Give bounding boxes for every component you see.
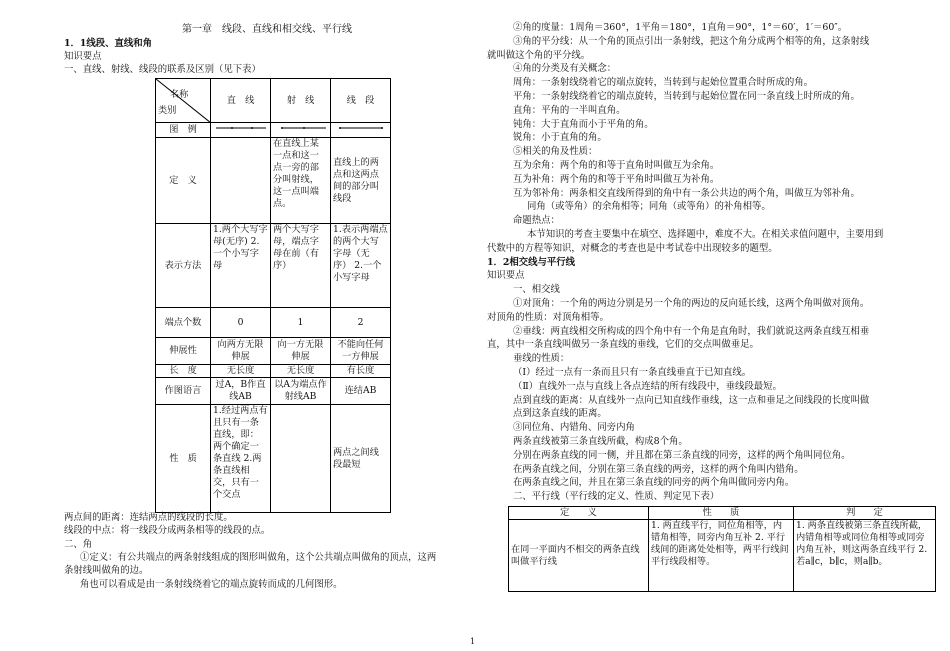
text-line: ③同位角、内错角、同旁内角 — [513, 422, 635, 434]
cell: 不能向任何一方伸展 — [331, 338, 391, 365]
text-line: 二、平行线（平行线的定义、性质、判定见下表） — [513, 491, 720, 503]
text-line: 对顶角的性质：对顶角相等。 — [487, 311, 609, 323]
judgement-cell: 1. 两条直线被第三条直线所截，内错角相等或同位角相等或同旁内角互补，则这两条直线平行 2. 若a∥c，b∥c，则a∥b。 — [794, 520, 936, 592]
header-ray: 射 线 — [271, 79, 331, 123]
corner-cell — [156, 79, 211, 123]
cell — [211, 138, 271, 224]
cell: 有长度 — [331, 365, 391, 378]
text-line: 就叫做这个角的平分线。 — [487, 49, 591, 61]
cell: 1.表示两端点的两个大写字母（无序） 2.一个小写字母 — [331, 224, 391, 308]
cell: 无长度 — [211, 365, 271, 378]
cell: 无长度 — [271, 365, 331, 378]
cell: 1 — [271, 308, 331, 338]
cell: 0 — [211, 308, 271, 338]
line-diagram — [214, 123, 268, 133]
cell: 向两方无限伸展 — [211, 338, 271, 365]
definition-cell: 在同一平面内不相交的两条直线叫做平行线 — [509, 520, 649, 592]
text-line: 代数中的方程等知识，对概念的考查也是中考试卷中出现较多的题型。 — [487, 242, 778, 254]
text-line: 互为邻补角：两条相交直线所得到的角中有一条公共边的两个角，叫做互为邻补角。 — [513, 187, 860, 199]
text-line: 两条直线被第三条直线所截，构成8个角。 — [513, 436, 688, 447]
text-line: 一、相交线 — [513, 284, 560, 296]
paragraph: 角也可以看成是由一条射线绕着它的端点旋转而成的几何图形。 — [80, 579, 343, 590]
section-1-1: 1．1线段、直线和角 — [64, 38, 153, 49]
text-line: 本节知识的考查主要集中在填空、选择题中，难度不大。在相关求值问题中，主要用到 — [527, 229, 884, 240]
chapter-title: 第一章 线段、直线和相交线、平行线 — [182, 24, 352, 35]
text-line: 钝角：大于直角而小于平角的角。 — [513, 118, 654, 130]
text-line: 命题热点： — [513, 215, 560, 227]
text-line: 直角：平角的一半叫直角。 — [513, 104, 626, 116]
paragraph: 线段的中点：将一线段分成两条相等的线段的点。 — [64, 525, 271, 536]
parallel-lines-table — [508, 506, 936, 592]
header-definition: 定 义 — [509, 507, 649, 520]
text-line: 垂线的性质： — [513, 353, 570, 365]
text-line: 1．2相交线与平行线 — [487, 256, 576, 268]
text-line: ①对顶角：一个角的两边分别是另一个角的两边的反向延长线，这两个角叫做对顶角。 — [513, 298, 870, 309]
row-label: 性 质 — [156, 405, 211, 513]
cell: 1.经过两点有且只有一条直线，即：两个确定一条直线 2.两条直线相交，只有一个交点 — [211, 405, 271, 513]
part-one-heading: 一、直线、射线、线段的联系及区别（见下表） — [64, 64, 261, 75]
cell: 连结AB — [331, 378, 391, 405]
corner-bottom: 类别 — [158, 105, 177, 116]
page-number: 1 — [470, 637, 476, 647]
line-figure — [211, 123, 271, 138]
cell: 两个大写字母，端点字母在前（有序） — [271, 224, 331, 308]
text-line: ②垂线：两直线相交所构成的四个角中有一个角是直角时，我们就说这两条直线互相垂 — [513, 325, 870, 337]
text-line: ④角的分类及有关概念： — [513, 63, 617, 75]
text-line: 互为余角：两个角的和等于直角时叫做互为余角。 — [513, 160, 720, 171]
text-line: 在两条直线之间，分别在第三条直线的两旁，这样的两个角叫内错角。 — [513, 463, 804, 475]
row-label: 伸展性 — [156, 338, 211, 365]
paragraph: 条射线叫做角的边。 — [64, 565, 149, 576]
text-line: 周角：一条射线绕着它的端点旋转，当转到与起始位置重合时所成的角。 — [513, 77, 814, 89]
segment-diagram — [334, 123, 388, 133]
row-label: 定 义 — [156, 138, 211, 224]
segment-figure — [331, 123, 391, 138]
line-ray-segment-table — [155, 78, 391, 513]
text-line: ③角的平分线：从一个角的顶点引出一条射线，把这个角分成两个相等的角，这条射线 — [513, 35, 870, 47]
text-line: 互为补角：两个角的和等于平角时叫做互为补角。 — [513, 173, 720, 185]
text-line: 直，其中一条直线叫做另一条直线的垂线，它们的交点叫做垂足。 — [487, 339, 759, 351]
text-line: ②角的度量：1周角＝360°，1平角＝180°，1直角＝90°，1°＝60′，1′＝60″。 — [513, 22, 848, 33]
text-line: 分别在两条直线的同一侧，并且都在第三条直线的同旁，这样的两个角叫同位角。 — [513, 449, 851, 461]
paragraph: 二、角 — [64, 539, 93, 550]
text-line: 锐角：小于直角的角。 — [513, 132, 607, 144]
row-label: 图 例 — [156, 123, 211, 138]
cell — [271, 405, 331, 513]
header-line: 直 线 — [211, 79, 271, 123]
paragraph: ①定义：有公共端点的两条射线组成的图形叫做角，这个公共端点叫做角的顶点，这两 — [80, 552, 437, 563]
text-line: 同角（或等角）的余角相等；同角（或等角）的补角相等。 — [527, 201, 771, 213]
cell: 以A为端点作射线AB — [271, 378, 331, 405]
text-line: （Ⅱ）直线外一点与直线上各点连结的所有线段中，垂线段最短。 — [513, 380, 782, 392]
row-label: 表示方法 — [156, 224, 211, 308]
cell: 在直线上某一点和这一点一旁的部分叫射线，这一点叫端点。 — [271, 138, 331, 224]
cell: 直线上的两点和这两点间的部分叫线段 — [331, 138, 391, 224]
text-line: 点到直线的距离：从直线外一点向已知直线作垂线，这一点和垂足之间线段的长度叫做 — [513, 394, 870, 406]
ray-diagram — [274, 123, 328, 133]
text-line: 在两条直线之间，并且在第三条直线的同旁的两个角叫做同旁内角。 — [513, 477, 795, 489]
knowledge-heading: 知识要点 — [64, 51, 102, 62]
row-label: 端点个数 — [156, 308, 211, 338]
cell: 两点之间线段最短 — [331, 405, 391, 513]
text-line: 点到这条直线的距离。 — [513, 408, 607, 420]
row-label: 长 度 — [156, 365, 211, 378]
right-page — [475, 0, 950, 651]
property-cell: 1. 两直线平行，同位角相等，内错角相等，同旁内角互补 2. 平行线间的距离处处相等，两平行线间平行线段相等。 — [649, 520, 794, 592]
cell: 1.两个大写字母(无序) 2.一个小写字母 — [211, 224, 271, 308]
cell: 2 — [331, 308, 391, 338]
text-line: 平角：一条射线绕着它的端点旋转，当转到与起始位置在同一条直线上时所成的角。 — [513, 91, 860, 102]
cell: 向一方无限伸展 — [271, 338, 331, 365]
ray-figure — [271, 123, 331, 138]
row-label: 作图语言 — [156, 378, 211, 405]
header-property: 性 质 — [649, 507, 794, 520]
cell: 过A，B作直线AB — [211, 378, 271, 405]
text-line: （Ⅰ）经过一点有一条而且只有一条直线垂直于已知直线。 — [513, 367, 752, 378]
header-judgement: 判 定 — [794, 507, 936, 520]
paragraph: 两点间的距离：连结两点的线段的长度。 — [64, 512, 233, 523]
text-line: ⑤相关的角及性质： — [513, 146, 598, 158]
header-segment: 线 段 — [331, 79, 391, 123]
corner-top: 名称 — [170, 89, 189, 100]
text-line: 知识要点 — [487, 270, 525, 282]
